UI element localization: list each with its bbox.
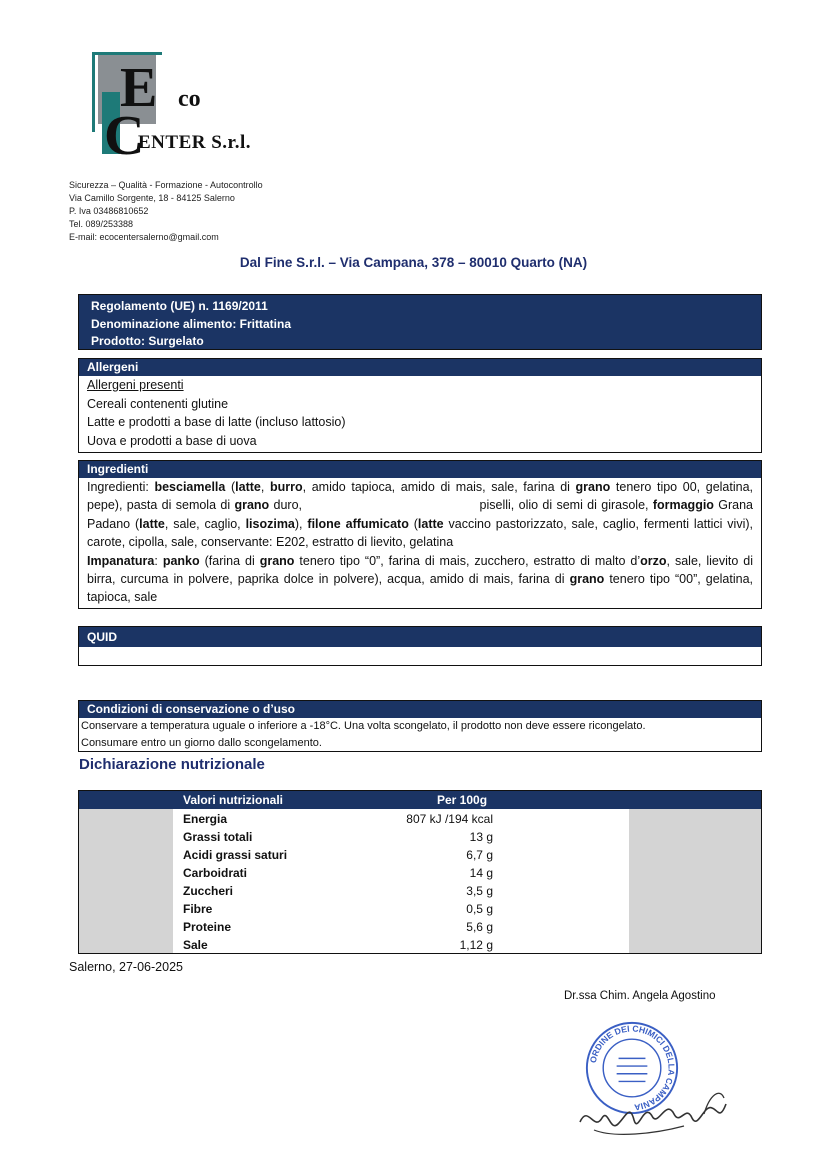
- text: Grana Padano (: [87, 498, 754, 531]
- ingredients-body: [79, 478, 761, 607]
- logo-letter-c: C: [104, 105, 145, 167]
- text: vaccino pastorizzato, sale, caglio, fermenti lattici vivi), carote, cipolla, sale, conservante: E202, estratto di lievito, gelatina: [87, 516, 753, 550]
- nutrient-value: 3,5 g: [466, 884, 493, 898]
- allergens-title: Allergeni: [79, 359, 761, 376]
- stamp-text: ORDINE DEI CHIMICI DELLA CAMPANIA: [587, 1023, 677, 1113]
- nutrient-name: Sale: [183, 938, 208, 952]
- eco-center-logo: [92, 52, 292, 167]
- nutrient-value: 807 kJ /194 kcal: [406, 812, 493, 826]
- nutrient-name: Fibre: [183, 902, 213, 916]
- place-date: Salerno, 27-06-2025: [69, 960, 183, 974]
- table-row: [183, 864, 493, 882]
- bold-term: grano: [259, 553, 295, 568]
- nutrient-value: 6,7 g: [466, 848, 493, 862]
- bold-term: latte: [139, 516, 165, 531]
- text: tenero tipo “0”, farina di mais, zucchero, estratto di malto d’: [294, 553, 641, 568]
- nutrient-name: Zuccheri: [183, 884, 234, 898]
- text: tenero tipo “00”, gelatina, tapioca, sale: [87, 572, 754, 605]
- allergens-body: [79, 376, 761, 450]
- logo-enter: ENTER S.r.l.: [138, 132, 251, 153]
- bold-term: grano: [234, 498, 270, 513]
- bold-term: latte: [417, 516, 444, 531]
- bold-term: orzo: [640, 553, 667, 568]
- allergen-item: Cereali contenenti glutine: [87, 396, 229, 411]
- table-row: [183, 828, 493, 846]
- text: , sale, caglio,: [164, 516, 246, 531]
- nutrient-value: 0,5 g: [466, 902, 493, 916]
- company-email: E-mail: ecocentersalerno@gmail.com: [69, 232, 219, 242]
- table-row: [183, 936, 493, 954]
- nutrition-header-value: Per 100g: [437, 793, 488, 807]
- text: :: [154, 553, 163, 568]
- nutrient-value: 13 g: [469, 830, 493, 844]
- bold-term: formaggio: [652, 498, 714, 513]
- text: Ingredienti:: [87, 480, 155, 494]
- bold-term: lisozima: [245, 516, 295, 531]
- bold-term: filone affumicato: [307, 516, 409, 531]
- allergen-item: Latte e prodotti a base di latte (incluso lattosio): [87, 415, 346, 430]
- quid-title: QUID: [79, 627, 761, 647]
- company-vat: P. Iva 03486810652: [69, 206, 149, 216]
- nutrient-value: 5,6 g: [466, 920, 493, 934]
- storage-title: Condizioni di conservazione o d’uso: [79, 701, 761, 718]
- nutrition-declaration-title: Dichiarazione nutrizionale: [79, 756, 265, 773]
- breading-paragraph: [87, 552, 753, 607]
- product-type-line: Prodotto: Surgelato: [91, 334, 204, 348]
- table-row: [183, 882, 493, 900]
- producer-address: Dal Fine S.r.l. – Via Campana, 378 – 80010 Quarto (NA): [239, 255, 588, 270]
- regulation-line: Regolamento (UE) n. 1169/2011: [91, 299, 268, 313]
- bold-term: grano: [569, 572, 605, 587]
- nutrition-header: [79, 791, 761, 809]
- text: , sale, lievito di birra, curcuma in polvere, paprika dolce in polvere), acqua, amido di mais, farina di: [87, 553, 753, 587]
- bold-term: Impanatura: [87, 553, 155, 568]
- storage-box: [78, 700, 762, 752]
- text: (: [408, 516, 418, 531]
- bold-term: besciamella: [154, 480, 226, 494]
- bold-term: latte: [235, 480, 261, 494]
- handwritten-signature: [574, 1074, 734, 1144]
- ingredients-paragraph: [87, 478, 753, 552]
- nutrition-left-shade: [79, 809, 173, 953]
- allergens-box: [78, 358, 762, 453]
- table-row: [183, 846, 493, 864]
- nutrition-header-name: Valori nutrizionali: [183, 793, 284, 807]
- text: , amido tapioca, amido di mais, sale, farina di: [302, 480, 576, 494]
- text: duro, piselli, olio di semi di girasole,: [269, 498, 653, 513]
- regulation-box: [78, 294, 762, 350]
- allergen-item: Uova e prodotti a base di uova: [87, 433, 257, 448]
- bold-term: burro: [269, 480, 303, 494]
- bold-term: grano: [575, 480, 611, 494]
- storage-body: [79, 718, 761, 752]
- nutrient-value: 1,12 g: [459, 938, 493, 952]
- table-row: [183, 900, 493, 918]
- text: ),: [294, 516, 308, 531]
- logo-letter-e: E: [120, 57, 158, 119]
- text: (farina di: [199, 553, 260, 568]
- allergens-subtitle: Allergeni presenti: [87, 378, 184, 392]
- table-row: [183, 810, 493, 828]
- table-row: [183, 918, 493, 936]
- nutrient-value: 14 g: [469, 866, 493, 880]
- text: tenero tipo 00, gelatina, pepe), pasta di semola di: [87, 480, 753, 513]
- bold-term: panko: [162, 553, 200, 568]
- nutrient-name: Grassi totali: [183, 830, 253, 844]
- nutrient-name: Energia: [183, 812, 228, 826]
- quid-box: [78, 626, 762, 666]
- company-tagline: Sicurezza – Qualità - Formazione - Autocontrollo: [69, 180, 263, 190]
- nutrient-name: Acidi grassi saturi: [183, 848, 288, 862]
- logo-co: co: [178, 86, 201, 112]
- nutrition-table: [78, 790, 762, 954]
- food-name-line: Denominazione alimento: Frittatina: [91, 316, 292, 331]
- signatory-name: Dr.ssa Chim. Angela Agostino: [564, 990, 716, 1002]
- ingredients-box: [78, 460, 762, 609]
- storage-line: Conservare a temperatura uguale o inferiore a -18°C. Una volta scongelato, il prodotto non deve essere ricongelato.: [81, 720, 646, 732]
- text: ,: [260, 480, 270, 494]
- nutrient-name: Proteine: [183, 920, 232, 934]
- text: (: [225, 480, 236, 494]
- nutrition-right-shade: [629, 809, 761, 953]
- nutrient-name: Carboidrati: [183, 866, 248, 880]
- company-address: Via Camillo Sorgente, 18 - 84125 Salerno: [69, 193, 235, 203]
- ingredients-title: Ingredienti: [79, 461, 761, 478]
- company-info: [69, 179, 263, 244]
- storage-line: Consumare entro un giorno dallo scongelamento.: [81, 737, 322, 749]
- company-phone: Tel. 089/253388: [69, 219, 134, 229]
